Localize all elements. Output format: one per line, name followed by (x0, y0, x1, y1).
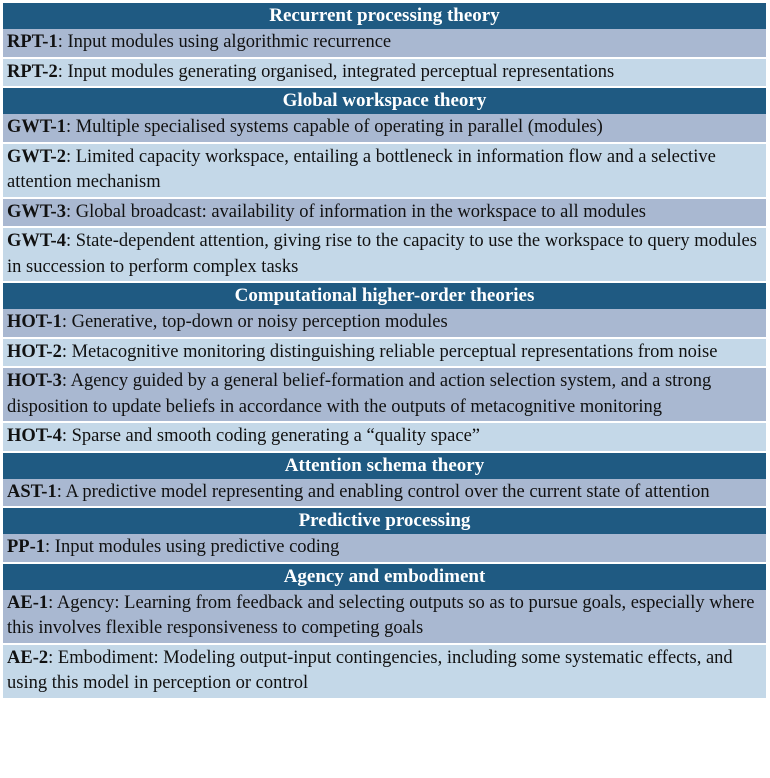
indicator-row (3, 339, 766, 369)
section-header-row (3, 88, 766, 114)
table-body (3, 3, 766, 700)
indicator-cell (3, 645, 766, 700)
section-title: Predictive processing (3, 508, 766, 534)
indicator-cell (3, 368, 766, 423)
indicator-code: AE-2 (7, 647, 49, 668)
indicator-code: GWT-3 (7, 201, 66, 222)
indicator-code: AE-1 (7, 592, 49, 613)
indicator-row (3, 534, 766, 564)
section-header-row (3, 453, 766, 479)
indicator-description: : Input modules generating organised, integrated perceptual representations (57, 61, 615, 82)
indicator-code: RPT-2 (7, 61, 58, 82)
indicator-row (3, 228, 766, 283)
indicator-cell (3, 59, 766, 89)
indicator-code: GWT-4 (7, 231, 66, 251)
indicator-description: : Sparse and smooth coding generating a “quality space” (61, 426, 481, 446)
section-title: Attention schema theory (3, 453, 766, 479)
indicator-row (3, 590, 766, 645)
indicator-description: : Limited capacity workspace, entailing a bottleneck in information flow and a selective attention mechanism (7, 146, 716, 192)
indicator-description: : Agency: Learning from feedback and selecting outputs so as to pursue goals, especially where this involves flexible responsiveness to competing goals (7, 592, 755, 638)
indicator-cell (3, 228, 766, 283)
indicator-row (3, 368, 766, 423)
indicator-cell (3, 423, 766, 453)
indicator-row (3, 423, 766, 453)
indicator-description: : Agency guided by a general belief-formation and action selection system, and a strong disposition to update beliefs in accordance with the outputs of metacognitive monitoring (7, 371, 712, 417)
indicator-description: : State-dependent attention, giving rise to the capacity to use the workspace to query modules in succession to perform complex tasks (7, 231, 757, 277)
indicator-cell (3, 590, 766, 645)
indicator-code: RPT-1 (7, 32, 58, 52)
section-header-row (3, 508, 766, 534)
section-title: Agency and embodiment (3, 564, 766, 590)
indicator-cell (3, 199, 766, 229)
indicator-cell (3, 479, 766, 509)
indicator-description: : Metacognitive monitoring distinguishing reliable perceptual representations from noise (61, 341, 718, 362)
section-title: Global workspace theory (3, 88, 766, 114)
indicator-row (3, 309, 766, 339)
indicator-cell (3, 309, 766, 339)
indicator-description: : Embodiment: Modeling output-input contingencies, including some systematic effects, and using this model in perception or control (7, 647, 733, 693)
section-header-row (3, 3, 766, 29)
indicator-code: GWT-2 (7, 146, 66, 167)
indicator-cell (3, 144, 766, 199)
indicator-cell (3, 29, 766, 59)
indicator-code: PP-1 (7, 537, 46, 557)
indicator-code: HOT-3 (7, 371, 62, 391)
indicator-code: GWT-1 (7, 117, 66, 137)
indicator-cell (3, 339, 766, 369)
indicator-table (3, 3, 766, 700)
indicator-description: : Global broadcast: availability of information in the workspace to all modules (65, 201, 646, 222)
indicator-description: : Generative, top-down or noisy perception modules (61, 312, 448, 332)
indicator-description: : Multiple specialised systems capable of operating in parallel (modules) (65, 117, 603, 137)
indicator-cell (3, 114, 766, 144)
indicator-description: : A predictive model representing and enabling control over the current state of attention (56, 481, 710, 502)
section-header-row (3, 564, 766, 590)
section-header-row (3, 283, 766, 309)
indicator-row (3, 645, 766, 700)
indicator-code: HOT-1 (7, 312, 62, 332)
indicator-code: HOT-2 (7, 341, 62, 362)
section-title: Recurrent processing theory (3, 3, 766, 29)
indicator-row (3, 29, 766, 59)
indicator-description: : Input modules using predictive coding (45, 537, 340, 557)
indicator-row (3, 144, 766, 199)
indicator-row (3, 479, 766, 509)
indicator-code: AST-1 (7, 481, 57, 502)
indicator-row (3, 59, 766, 89)
indicator-row (3, 199, 766, 229)
indicator-description: : Input modules using algorithmic recurrence (57, 32, 392, 52)
indicator-code: HOT-4 (7, 426, 62, 446)
section-title: Computational higher-order theories (3, 283, 766, 309)
indicator-cell (3, 534, 766, 564)
indicator-row (3, 114, 766, 144)
